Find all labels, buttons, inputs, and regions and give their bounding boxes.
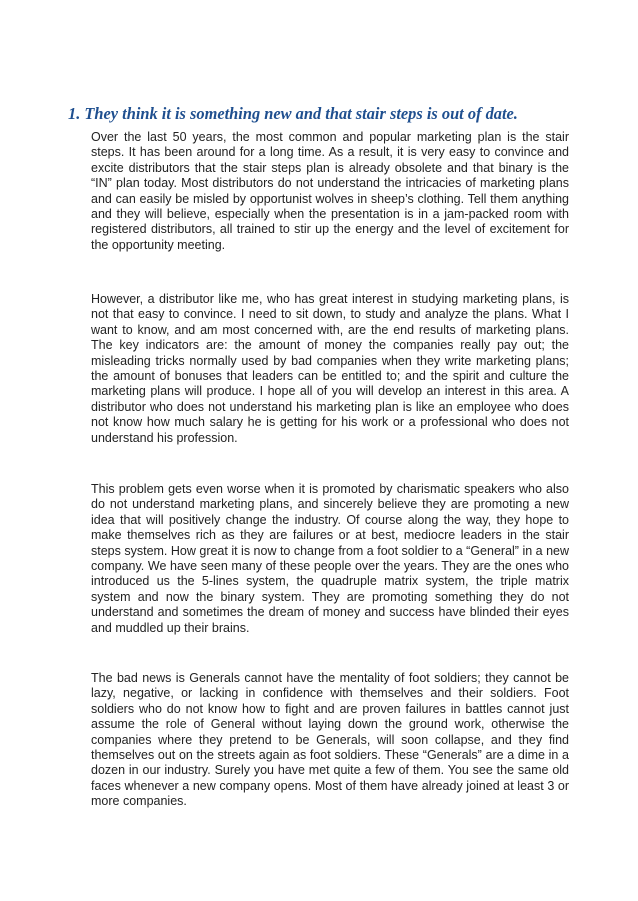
section-heading: 1. They think it is something new and that stair steps is out of date. [68, 104, 518, 123]
paragraph-1: Over the last 50 years, the most common and popular marketing plan is the stair steps. It has been around for a long time. As a result, it is very easy to convince and excite distributors that the stair steps plan is already obsolete and that binary is the “IN” plan today. Most distributors do not understand the intricacies of marketing plans and can easily be misled by opportunist wolves in sheep’s clothing. Tell them anything and they will believe, especially when the presentation is in a jam-packed room with registered distributors, all trained to stir up the energy and the level of excitement for the opportunity meeting. [91, 130, 569, 252]
paragraph-3: This problem gets even worse when it is promoted by charismatic speakers who also do not understand marketing plans, and sincerely believe they are promoting a new idea that will positively change the industry. Of course along the way, they hope to make themselves rich as they are failures or at best, mediocre leaders in the stair steps system. How great it is now to change from a foot soldier to a “General” in a new company. We have seen many of these people over the years. They are the ones who introduced us the 5-lines system, the quadruple matrix system, the triple matrix system and now the binary system. They are promoting something they do not understand and sometimes the dream of money and success have blinded their eyes and muddled up their brains. [91, 482, 569, 635]
paragraph-2: However, a distributor like me, who has great interest in studying marketing plans, is not that easy to convince. I need to sit down, to study and analyze the plans. What I want to know, and am most concerned with, are the end results of marketing plans. The key indicators are: the amount of money the companies really pay out; the misleading tricks normally used by bad companies when they write marketing plans; the amount of bonuses that leaders can be entitled to; and the spirit and culture the marketing plans will produce. I hope all of you will develop an interest in this area. A distributor who does not understand his marketing plan is like an employee who does not know how much salary he is getting for his work or a professional who does not understand his profession. [91, 292, 569, 445]
paragraph-4: The bad news is Generals cannot have the mentality of foot soldiers; they cannot be lazy, negative, or lacking in confidence with themselves and their soldiers. Foot soldiers who do not know how to fight and are proven failures in battles cannot just assume the role of General without laying down the ground work, otherwise the companies where they pretend to be Generals, will soon collapse, and they find themselves out on the streets again as foot soldiers. These “Generals” are a dime in a dozen in our industry. Surely you have met quite a few of them. You see the same old faces whenever a new company opens. Most of them have already joined at least 3 or more companies. [91, 671, 569, 809]
